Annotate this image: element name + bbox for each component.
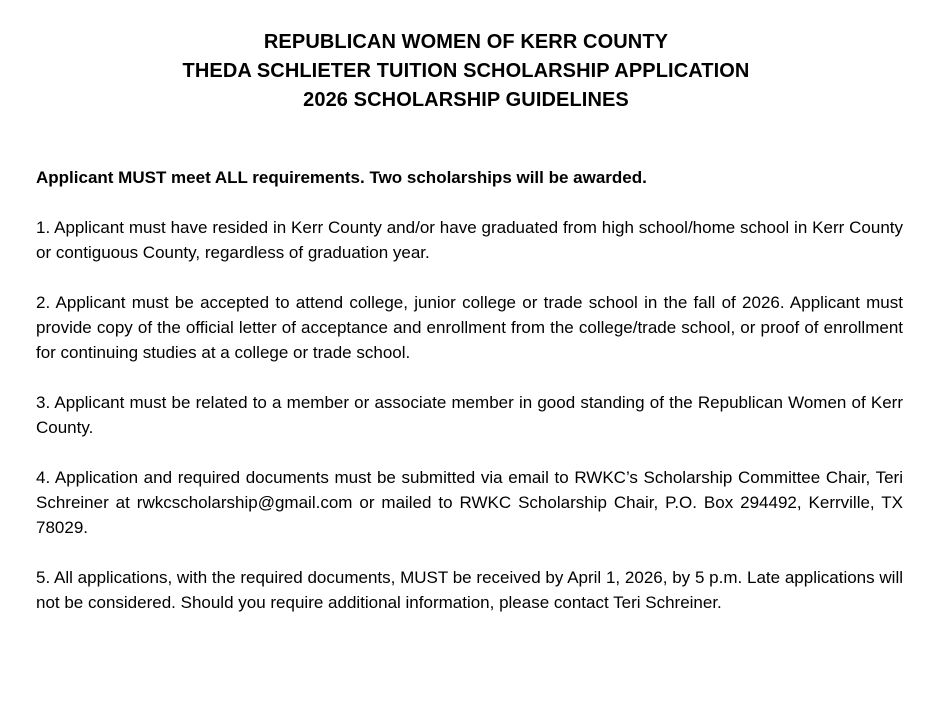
title-line-organization: REPUBLICAN WOMEN OF KERR COUNTY — [263, 31, 669, 53]
requirement-item-1: 1. Applicant must have resided in Kerr County and/or have graduated from high school/home school in Kerr County or contiguous County, regardless of graduation year. — [36, 218, 903, 262]
requirement-item-2: 2. Applicant must be accepted to attend college, junior college or trade school in the fall of 2026. Applicant must provide copy of the official letter of acceptance and enrollment from the college/trade school, or proof of enrollment for continuing studies at a college or trade school. — [36, 293, 903, 362]
requirements-intro: Applicant MUST meet ALL requirements. Two scholarships will be awarded. — [36, 168, 647, 187]
requirement-item-5: 5. All applications, with the required documents, MUST be received by April 1, 2026, by 5 p.m. Late applications will not be considered. Should you require additional information, please contact Teri Schreiner. — [36, 568, 903, 612]
document-page — [0, 28, 932, 703]
document-title — [0, 28, 932, 115]
title-line-scholarship-name: THEDA SCHLIETER TUITION SCHOLARSHIP APPLICATION — [182, 60, 750, 82]
title-line-guidelines-year: 2026 SCHOLARSHIP GUIDELINES — [303, 89, 629, 111]
requirement-item-3: 3. Applicant must be related to a member or associate member in good standing of the Republican Women of Kerr County. — [36, 393, 903, 437]
document-body — [0, 165, 932, 615]
requirement-item-4: 4. Application and required documents must be submitted via email to RWKC’s Scholarship Committee Chair, Teri Schreiner at rwkcscholarship@gmail.com or mailed to RWKC Scholarship Chair, P.O. Box 294492, Kerrville, TX 78029. — [36, 468, 903, 537]
